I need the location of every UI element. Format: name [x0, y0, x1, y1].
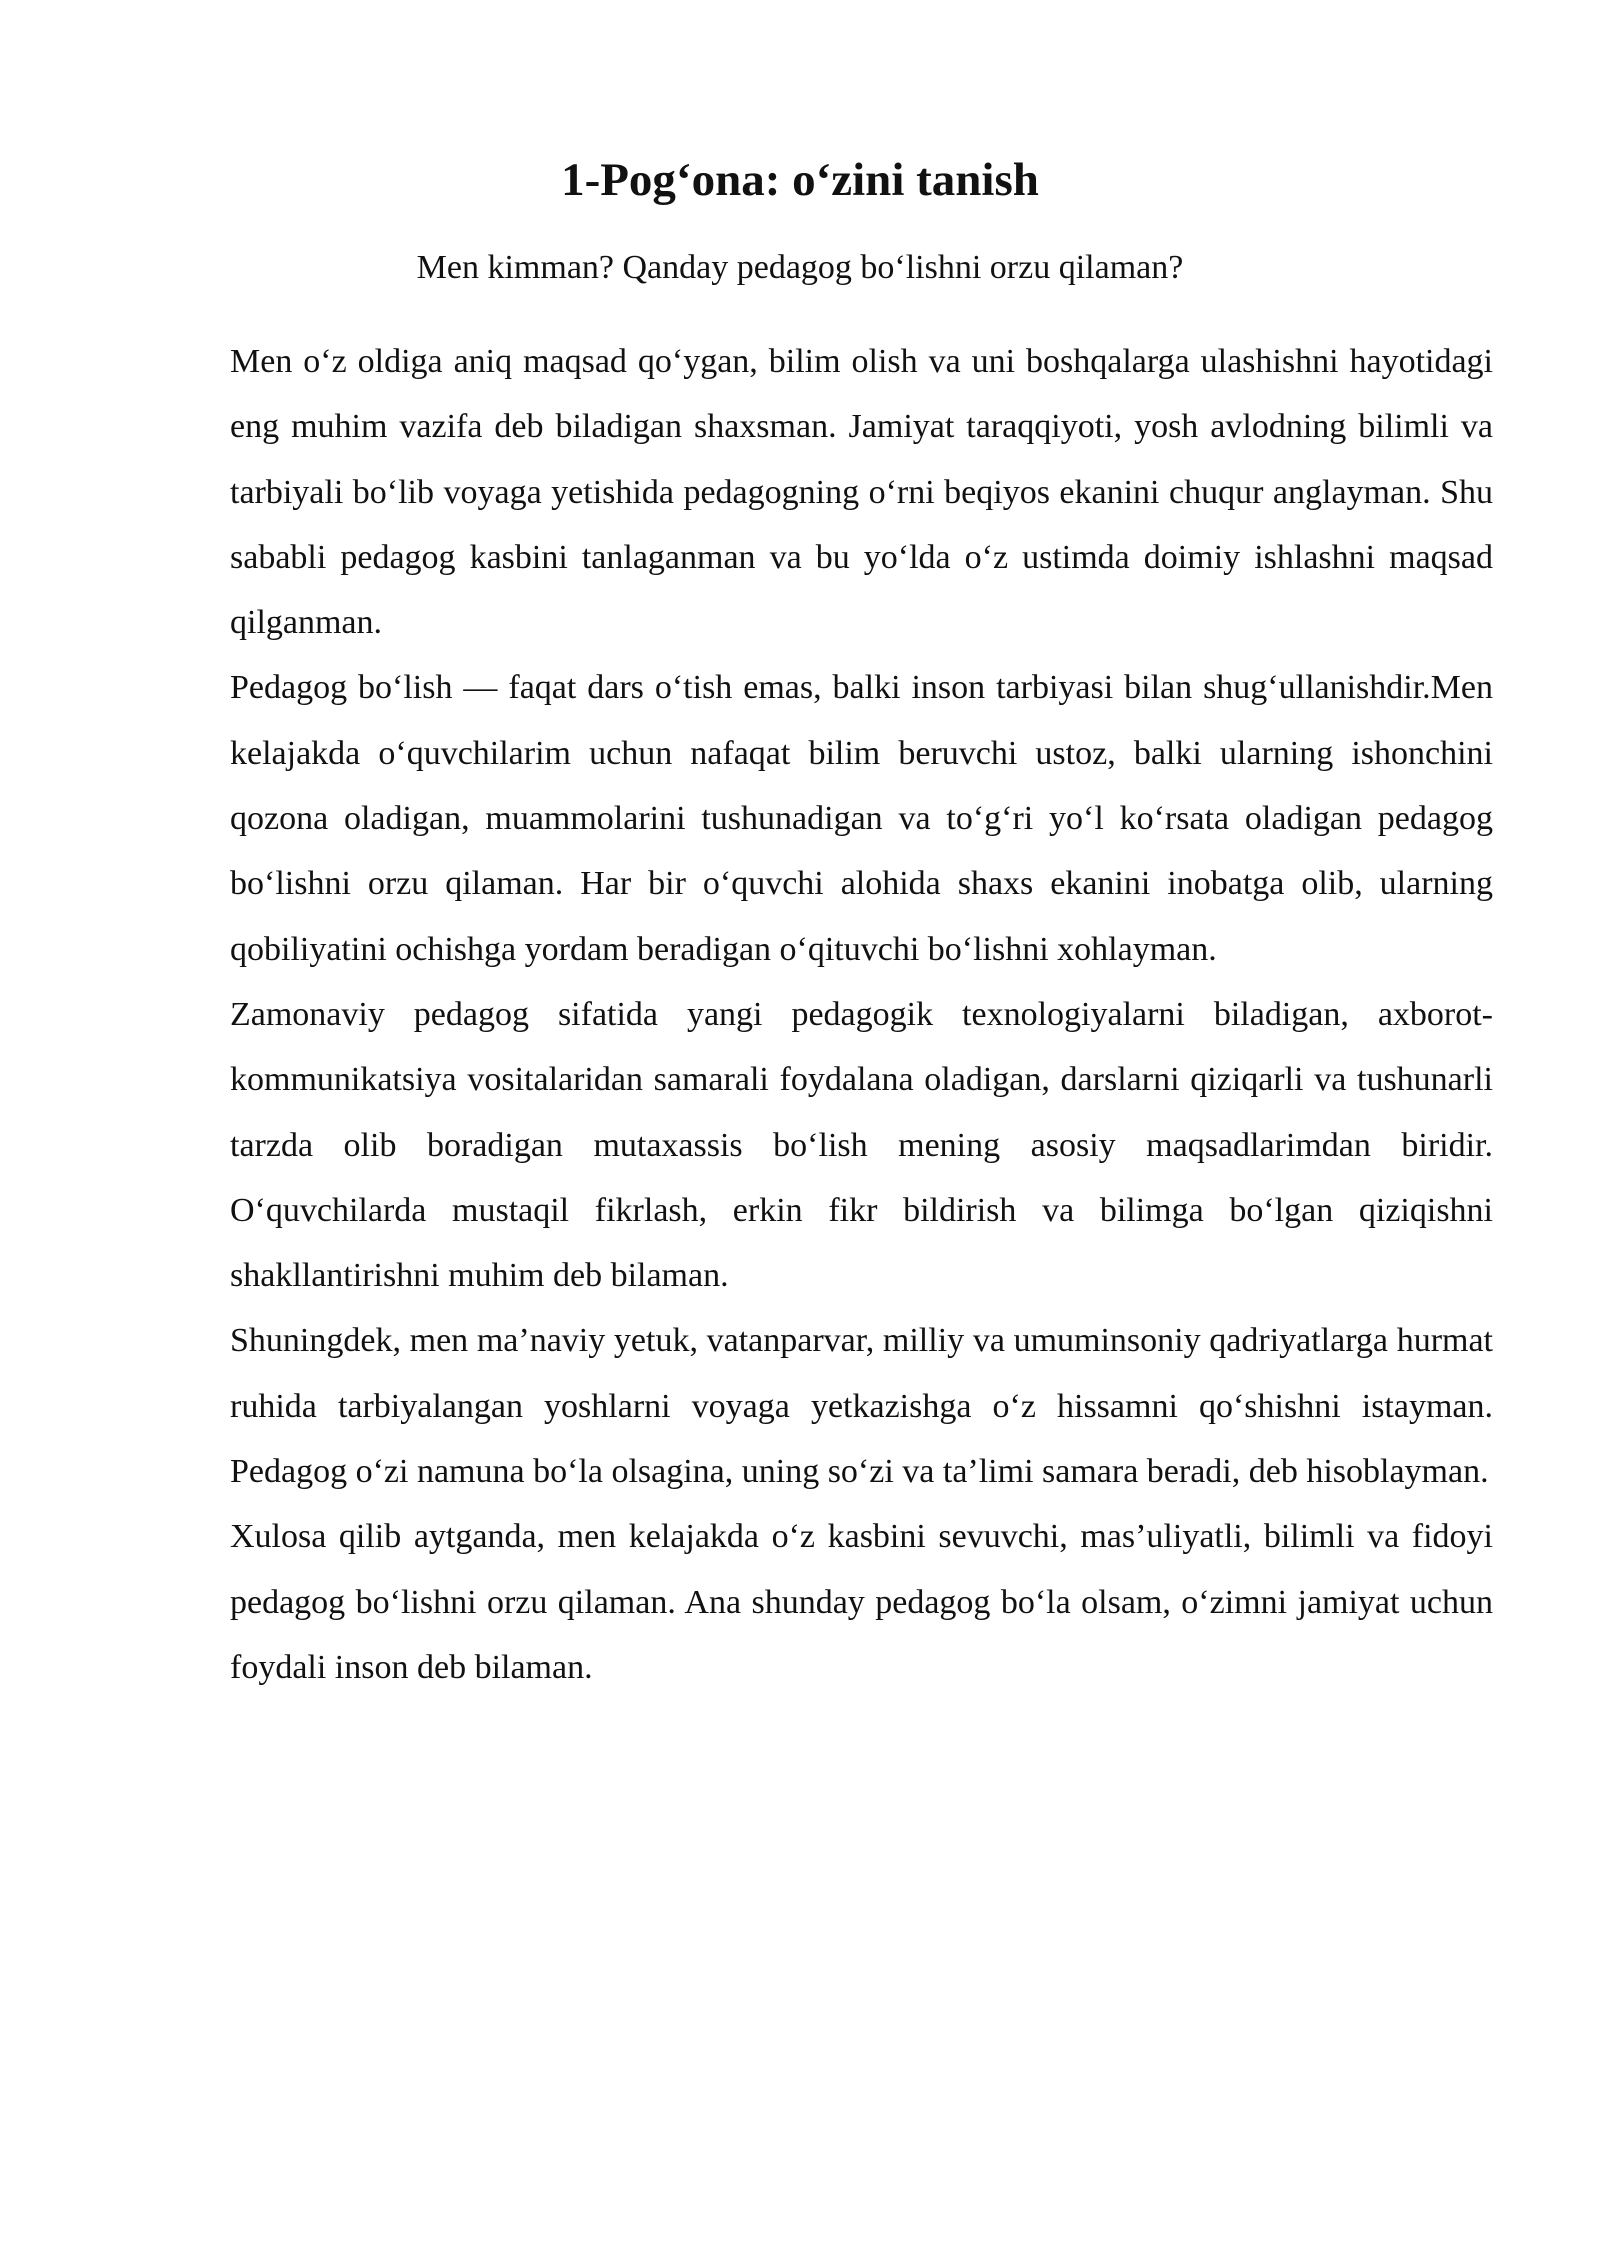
- paragraph: Zamonaviy pedagog sifatida yangi pedagogik texnologiyalarni biladigan, axborot-kommunikatsiya vositalaridan samarali foydalana oladigan, darslarni qiziqarli va tushunarli tarzda olib boradigan mutaxassis bo‘lish mening asosiy maqsadlarimdan biridir. O‘quvchilarda mustaqil fikrlash, erkin fikr bildirish va bilimga bo‘lgan qiziqishni shakllantirishni muhim deb bilaman.: [230, 995, 1493, 1295]
- page-title: 1-Pog‘ona: o‘zini tanish: [561, 154, 1039, 206]
- paragraph: Pedagog bo‘lish — faqat dars o‘tish emas, balki inson tarbiyasi bilan shug‘ullanishdir.Men kelajakda o‘quvchilarim uchun nafaqat bilim beruvchi ustoz, balki ularning ishonchini qozona oladigan, muammolarini tushunadigan va to‘g‘ri yo‘l ko‘rsata oladigan pedagog bo‘lishni orzu qilaman. Har bir o‘quvchi alohida shaxs ekanini inobatga olib, ularning qobiliyatini ochishga yordam beradigan o‘qituvchi bo‘lishni xohlayman.: [230, 669, 1493, 968]
- body-text: [230, 329, 1493, 1700]
- paragraph: Xulosa qilib aytganda, men kelajakda o‘z kasbini sevuvchi, mas’uliyatli, bilimli va fidoyi pedagog bo‘lishni orzu qilaman. Ana shunday pedagog bo‘la olsam, o‘zimni jamiyat uchun foydali inson deb bilaman.: [230, 1518, 1493, 1686]
- paragraph: Shuningdek, men ma’naviy yetuk, vatanparvar, milliy va umuminsoniy qadriyatlarga hurmat ruhida tarbiyalangan yoshlarni voyaga yetkazishga o‘z hissamni qo‘shishni istayman. Pedagog o‘zi namuna bo‘la olsagina, uning so‘zi va ta’limi samara beradi, deb hisoblayman.: [230, 1322, 1493, 1491]
- page-subtitle: Men kimman? Qanday pedagog bo‘lishni orzu qilaman?: [416, 249, 1184, 286]
- paragraph: Men o‘z oldiga aniq maqsad qo‘ygan, bilim olish va uni boshqalarga ulashishni hayotidagi eng muhim vazifa deb biladigan shaxsman. Jamiyat taraqqiyoti, yosh avlodning bilimli va tarbiyali bo‘lib voyaga yetishida pedagogning o‘rni beqiyos ekanini chuqur anglayman. Shu sababli pedagog kasbini tanlaganman va bu yo‘lda o‘z ustimda doimiy ishlashni maqsad qilganman.: [230, 343, 1493, 642]
